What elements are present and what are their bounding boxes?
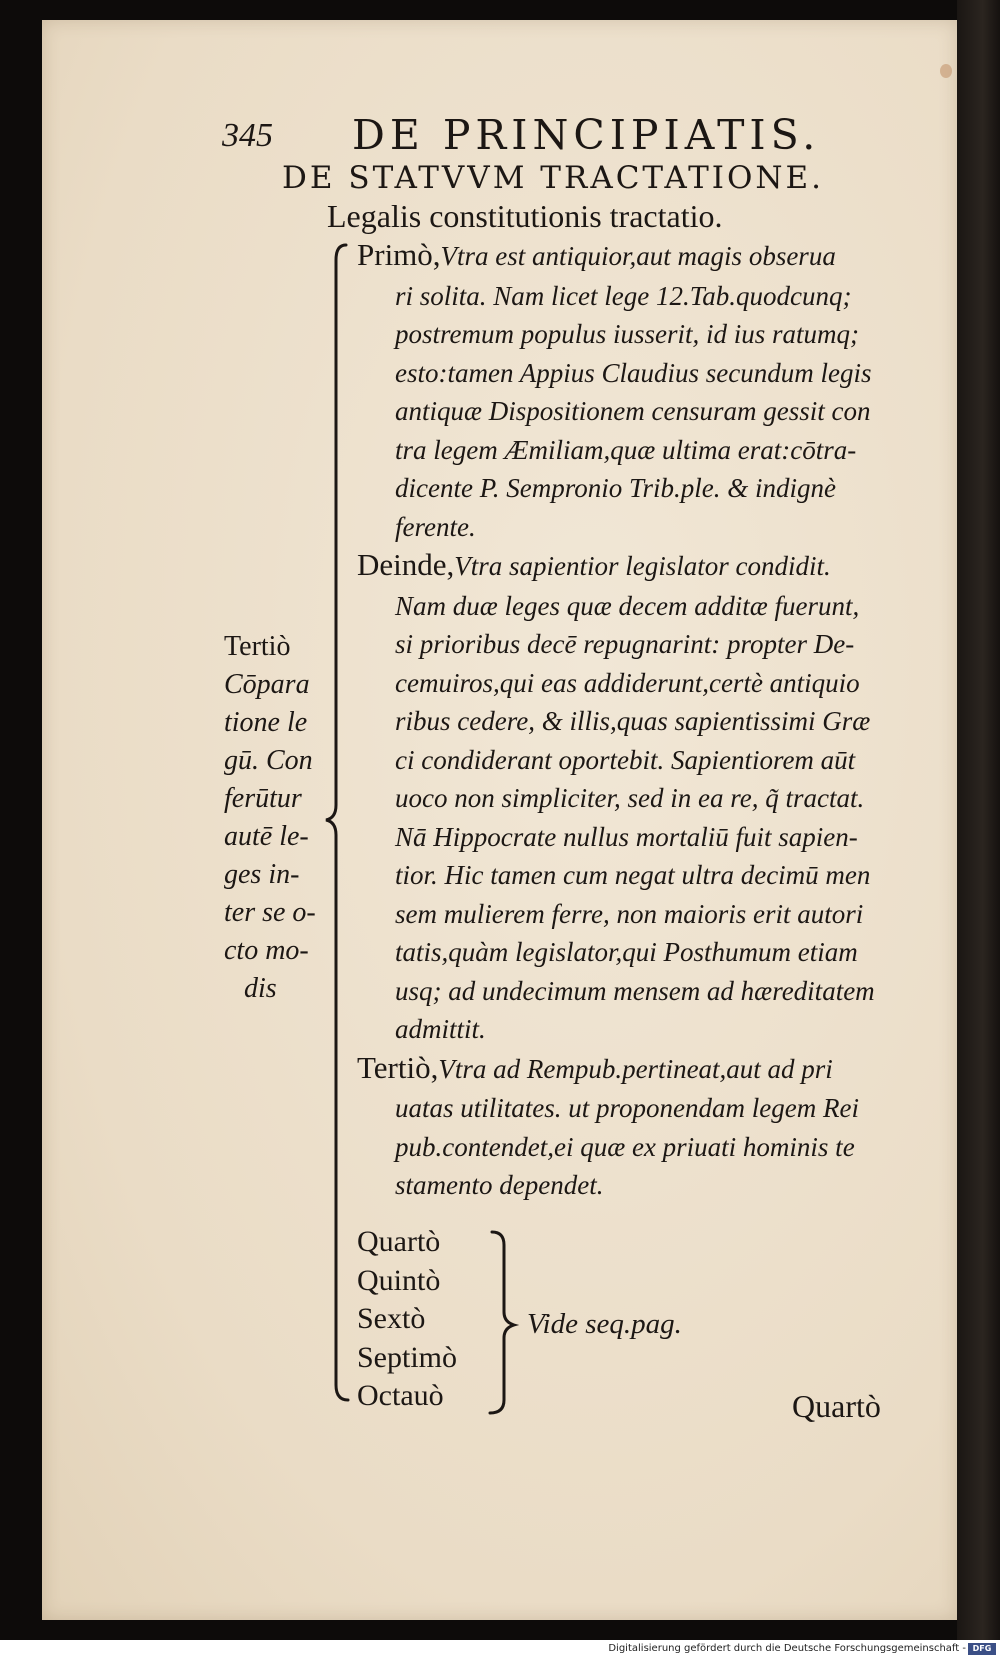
dfg-logo: DFG: [968, 1643, 996, 1655]
entry-line: tatis,quàm legislator,qui Posthumum etiam: [395, 937, 858, 967]
side-note-line: Tertiò: [224, 631, 291, 662]
entry-line: ri solita. Nam licet lege 12.Tab.quodcunq;: [395, 280, 852, 311]
entry-line: stamento dependet.: [395, 1170, 604, 1200]
entry-line: antiquæ Dispositionem censuram gessit con: [395, 396, 871, 426]
side-note-line: ferūtur: [224, 783, 302, 814]
entry-line: tior. Hic tamen cum negat ultra decimū men: [395, 860, 871, 890]
running-header: DE PRINCIPIATIS.: [352, 111, 821, 159]
entry-line: Nā Hippocrate nullus mortaliū fuit sapien-: [395, 821, 858, 852]
side-note-line: gū. Con: [224, 745, 313, 776]
subtitle: Legalis constitutionis tractatio.: [327, 198, 723, 234]
side-note-line: Cōpara: [224, 669, 310, 700]
entry-line: Nam duæ leges quæ decem additæ fuerunt,: [395, 590, 860, 621]
entry-lead: Tertiò,: [357, 1049, 439, 1085]
entry-lead: Deinde,: [357, 547, 455, 582]
side-note-line: tione le: [224, 707, 308, 738]
entry-line: Vtra est antiquior,aut magis obserua: [440, 241, 836, 271]
side-note-line: autē le-: [224, 821, 309, 852]
ordinal-item: Quintò: [357, 1263, 441, 1297]
entry-line: ci condiderant oportebit. Sapientiorem aūt: [395, 744, 856, 775]
see-next-page: Vide seq.pag.: [527, 1308, 682, 1340]
entry-line: ribus cedere, & illis,quas sapientissimi Græ: [395, 706, 871, 736]
side-note-line: dis: [244, 973, 277, 1004]
entry-line: esto:tamen Appius Claudius secundum legis: [395, 357, 872, 388]
entry-line: sem mulierem ferre, non maioris erit autori: [395, 898, 864, 929]
entry-line: uoco non simpliciter, sed in ea re, q̃ tractat.: [395, 783, 865, 813]
catchword: Quartò: [792, 1388, 881, 1424]
entry-line: tra legem Æmiliam,quæ ultima erat:cōtra-: [395, 434, 857, 465]
side-note-line: cto mo-: [224, 935, 309, 966]
entry-line: usq; ad undecimum mensem ad hæreditatem: [395, 975, 875, 1006]
ordinal-item: Octauò: [357, 1379, 444, 1412]
ordinal-item: Sextò: [357, 1302, 426, 1335]
entry-line: uatas utilitates. ut proponendam legem Rei: [395, 1093, 859, 1123]
entry-line: postremum populus iusserit, id ius ratumq;: [395, 319, 860, 349]
entry-line: ferente.: [395, 511, 476, 542]
section-title: DE STATVVM TRACTATIONE.: [282, 160, 825, 196]
page-number: 345: [222, 117, 273, 154]
entry-line: cemuiros,qui eas addiderunt,certè antiquio: [395, 667, 860, 698]
footer-credit: Digitalisierung gefördert durch die Deutsche Forschungsgemeinschaft -: [608, 1643, 966, 1654]
footer-bar: [0, 1640, 1000, 1659]
side-note-line: ter se o-: [224, 897, 316, 928]
small-list-brace: [490, 1232, 514, 1413]
ordinal-item: Septimò: [357, 1340, 458, 1374]
side-note-line: ges in-: [224, 859, 300, 890]
entry-lead: Primò,: [357, 237, 441, 272]
entry-line: admittit.: [395, 1014, 486, 1044]
entry-line: dicente P. Sempronio Trib.ple. & indignè: [395, 473, 836, 503]
outer-brace: [326, 245, 348, 1400]
entry-line: Vtra ad Rempub.pertineat,aut ad pri: [438, 1053, 833, 1084]
entry-line: si prioribus decē repugnarint: propter De-: [395, 629, 855, 659]
entry-line: Vtra sapientior legislator condidit.: [454, 551, 831, 581]
ordinal-item: Quartò: [357, 1225, 441, 1258]
entry-line: pub.contendet,ei quæ ex priuati hominis te: [395, 1131, 855, 1162]
